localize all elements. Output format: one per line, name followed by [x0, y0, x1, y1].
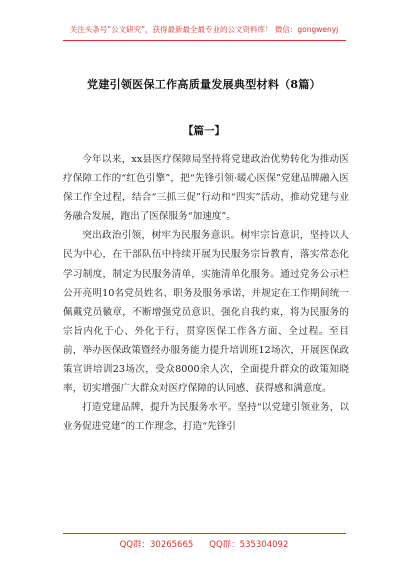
section-heading: 【篇一】 [183, 125, 225, 137]
footer-qq-group-1: QQ群：30265665 [119, 540, 194, 550]
paragraph-1: 今年以来，xx县医疗保障局坚持将党建政治优势转化为推动医疗保障工作的“红色引擎”，把“先锋引领·暖心医保”党建品牌融入医保工作全过程，结合“三抓三促”行动和“四实”活动，推动党建与业务融合发展，跑出了医保服务“加速度”。 [63, 154, 349, 223]
footer-divider [63, 533, 346, 534]
footer-contact [0, 538, 408, 550]
document-title: 党建引领医保工作高质量发展典型材料（8篇） [87, 78, 321, 91]
footer-qq-group-2: QQ群：535304092 [209, 540, 289, 550]
header-divider [63, 40, 346, 41]
paragraph-3: 打造党建品牌，提升为民服务水平。坚持“以党建引领业务，以业务促进党建”的工作理念，打造“先锋引 [63, 402, 349, 433]
paragraph-2: 突出政治引领，树牢为民服务意识。树牢宗旨意识，坚持以人民为中心，在干部队伍中持续开展为民服务宗旨教育，落实常态化学习制度，制定为民服务清单，实施清单化服务。通过党务公示栏公开亮明10名党员姓名、职务及服务承诺，并规定在工作期间统一佩戴党员徽章，不断增强党员意识、强化自我约束，将为民服务的宗旨内化于心、外化于行，贯穿医保工作各方面、全过程。至目前，举办医保政策暨经办服务能力提升培训班12场次，开展医保政策宣讲培训23场次，受众8000余人次，全面提升群众的政策知晓率，切实增强广大群众对医疗保障的认同感、获得感和满意度。 [63, 230, 349, 395]
document-body [63, 150, 349, 436]
header-note: 关注头条号“公文研究”，获得最新最全最专业的公文资料库！ 微信：gongwenyj [69, 25, 339, 34]
